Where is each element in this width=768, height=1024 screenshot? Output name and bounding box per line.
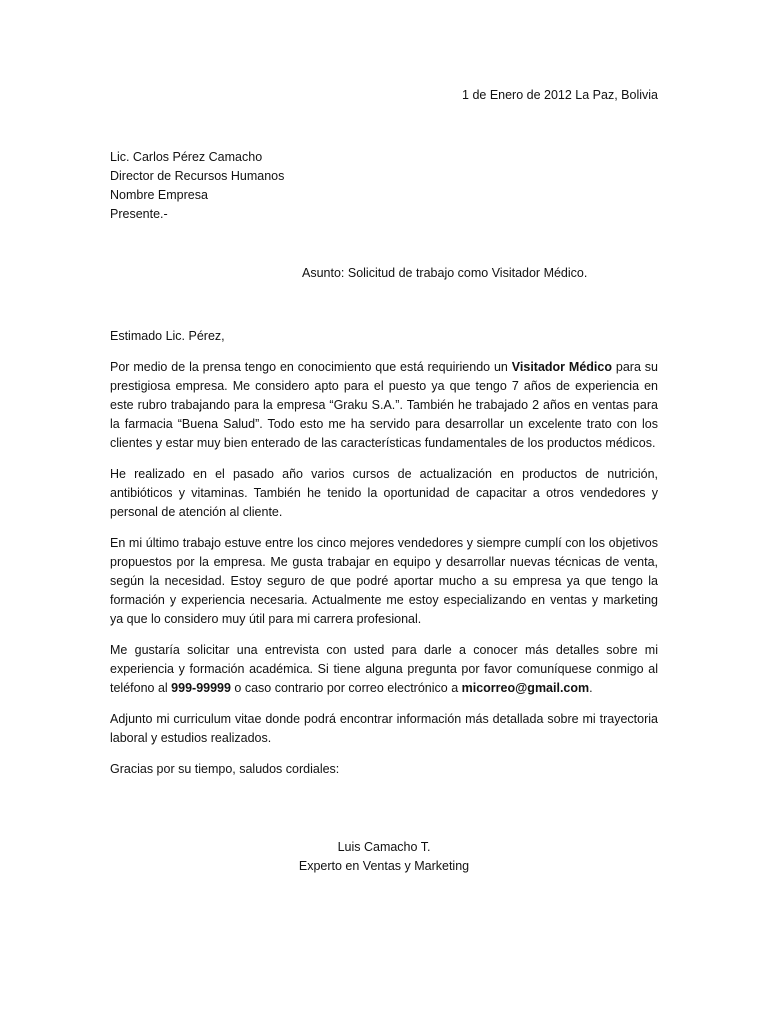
closing-line: Gracias por su tiempo, saludos cordiales: (110, 762, 340, 776)
position-highlight: Visitador Médico (511, 360, 612, 374)
recipient-name: Lic. Carlos Pérez Camacho (110, 150, 263, 164)
signature-block (110, 838, 658, 876)
subject-label: Asunto: (302, 266, 345, 280)
greeting: Estimado Lic. Pérez, (110, 329, 225, 343)
date-line: 1 de Enero de 2012 La Paz, Bolivia (462, 88, 658, 102)
subject-text: Solicitud de trabajo como Visitador Médico. (344, 266, 588, 280)
paragraph-1-part-c: para su prestigiosa empresa. Me considero apto para el puesto ya que tengo 7 años de experiencia en este rubro trabajando para la empresa “Graku S.A.”. También he trabajado 2 años en ventas para la farmacia “Buena Salud”. Todo esto me ha servido para desarrollar un excelente trato con los clientes y estar muy bien enterado de las características fundamentales de los productos médicos. (110, 360, 658, 450)
recipient-title: Director de Recursos Humanos (110, 169, 285, 183)
paragraph-4 (110, 641, 658, 698)
signature-name: Luis Camacho T. (337, 840, 431, 854)
email-address: micorreo@gmail.com (461, 681, 590, 695)
letter-body (110, 358, 658, 791)
paragraph-5: Adjunto mi curriculum vitae donde podrá encontrar información más detallada sobre mi trayectoria laboral y estudios realizados. (110, 712, 658, 745)
phone-number: 999-99999 (171, 681, 231, 695)
paragraph-2: He realizado en el pasado año varios cursos de actualización en productos de nutrición, antibióticos y vitaminas. También he tenido la oportunidad de capacitar a otros vendedores y personal de atención al cliente. (110, 467, 658, 519)
recipient-block (110, 148, 284, 224)
recipient-company: Nombre Empresa (110, 188, 208, 202)
paragraph-1 (110, 358, 658, 453)
paragraph-3: En mi último trabajo estuve entre los cinco mejores vendedores y siempre cumplí con los objetivos propuestos por la empresa. Me gusta trabajar en equipo y desarrollar nuevas técnicas de venta, según la necesidad. Estoy seguro de que podré aportar mucho a su empresa ya que tengo la formación y experiencia necesaria. Actualmente me estoy especializando en ventas y marketing ya que lo considero muy útil para mi carrera profesional. (110, 536, 658, 626)
paragraph-1-part-a: Por medio de la prensa tengo en conocimiento que está requiriendo un (110, 360, 512, 374)
subject-line (302, 264, 587, 283)
paragraph-4-part-c: . (589, 681, 593, 695)
recipient-presente: Presente.- (110, 207, 168, 221)
paragraph-4-part-a: Me gustaría solicitar una entrevista con usted para darle a conocer más detalles sobre mi experiencia y formación académica. Si tiene alguna pregunta por favor comuníquese conmigo al teléfono al (110, 643, 658, 695)
paragraph-4-part-b: o caso contrario por correo electrónico a (230, 681, 462, 695)
signature-role: Experto en Ventas y Marketing (298, 859, 470, 873)
